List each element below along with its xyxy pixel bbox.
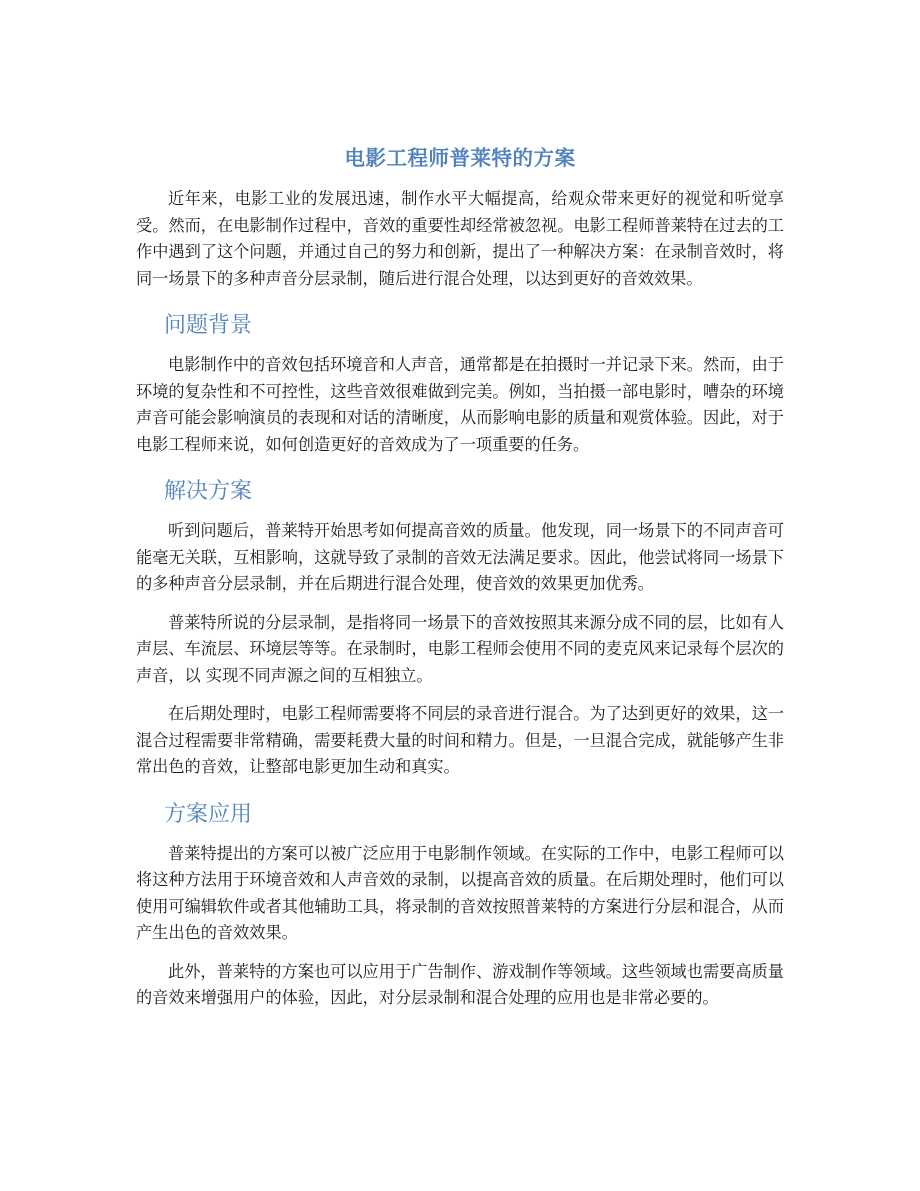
solution-paragraph-1: 听到问题后，普莱特开始思考如何提高音效的质量。他发现，同一场景下的不同声音可能毫无关联，互相影响，这就导致了录制的音效无法满足要求。因此，他尝试将同一场景下的多种声音分层录制，并在后期进行混合处理，使音效的效果更加优秀。: [136, 521, 784, 593]
application-paragraph-2: 此外，普莱特的方案也可以应用于广告制作、游戏制作等领域。这些领域也需要高质量的音效来增强用户的体验，因此，对分层录制和混合处理的应用也是非常必要的。: [136, 961, 784, 1007]
document-title: 电影工程师普莱特的方案: [344, 146, 576, 170]
section-heading-solution: 解决方案: [164, 479, 253, 504]
document-page: [136, 140, 784, 1024]
section-heading-background: 问题背景: [164, 313, 253, 338]
section-heading-application: 方案应用: [164, 801, 253, 827]
application-paragraph-1: 普莱特提出的方案可以被广泛应用于电影制作领域。在实际的工作中，电影工程师可以将这种方法用于环境音效和人声音效的录制，以提高音效的质量。在后期处理时，他们可以使用可编辑软件或者其他辅助工具，将录制的音效按照普莱特的方案进行分层和混合，从而产生出色的音效效果。: [136, 843, 784, 942]
background-paragraph-1: 电影制作中的音效包括环境音和人声音，通常都是在拍摄时一并记录下来。然而，由于环境的复杂性和不可控性，这些音效很难做到完美。例如，当拍摄一部电影时，嘈杂的环境声音可能会影响演员的表现和对话的清晰度，从而影响电影的质量和观赏体验。因此，对于电影工程师来说，如何创造更好的音效成为了一项重要的任务。: [136, 355, 784, 454]
solution-paragraph-2: 普莱特所说的分层录制，是指将同一场景下的音效按照其来源分成不同的层，比如有人声层、车流层、环境层等等。在录制时，电影工程师会使用不同的麦克风来记录每个层次的声音，以 实现不同声源之间的互相独立。: [136, 612, 784, 685]
intro-paragraph: 近年来，电影工业的发展迅速，制作水平大幅提高，给观众带来更好的视觉和听觉享受。然而，在电影制作过程中，音效的重要性却经常被忽视。电影工程师普莱特在过去的工作中遇到了这个问题，并通过自己的努力和创新，提出了一种解决方案：在录制音效时，将同一场景下的多种声音分层录制，随后进行混合处理，以达到更好的音效效果。: [136, 189, 784, 288]
solution-paragraph-3: 在后期处理时，电影工程师需要将不同层的录音进行混合。为了达到更好的效果，这一混合过程需要非常精确，需要耗费大量的时间和精力。但是，一旦混合完成，就能够产生非常出色的音效，让整部电影更加生动和真实。: [136, 704, 784, 776]
